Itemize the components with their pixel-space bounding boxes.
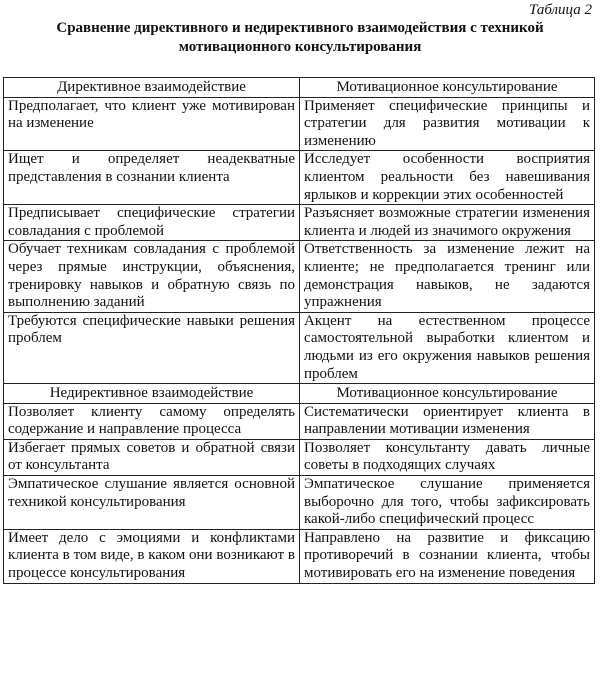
table-title-line: Сравнение директивного и недирективного взаимодействия с техникой (56, 20, 544, 36)
table-cell: Направлено на развитие и фиксацию противоречий в сознании клиента, чтобы мотивировать его на изменение поведения (300, 529, 595, 583)
table-cell: Разъясняет возможные стратегии изменения клиента и людей из значимого окружения (300, 205, 595, 241)
table-row (4, 476, 595, 530)
comparison-table (3, 77, 595, 584)
table-row (4, 403, 595, 439)
table-title (0, 19, 600, 57)
table-cell: Применяет специфические принципы и стратегии для развития мотивации к изменению (300, 97, 595, 151)
column-header-directive: Директивное взаимодействие (4, 78, 300, 98)
column-header-motivational: Мотивационное консультирование (300, 78, 595, 98)
table-row (4, 97, 595, 151)
section-header-row (4, 78, 595, 98)
section-header-row (4, 384, 595, 404)
table-cell: Предполагает, что клиент уже мотивирован на изменение (4, 97, 300, 151)
table-row (4, 312, 595, 383)
table-cell: Обучает техникам совладания с проблемой через прямые инструкции, объяснения, тренировку навыков и обратную связь по выполнению заданий (4, 241, 300, 312)
table-cell: Исследует особенности восприятия клиентом реальности без навешивания ярлыков и коррекции этих особенностей (300, 151, 595, 205)
table-caption: Таблица 2 (529, 2, 592, 18)
table-cell: Акцент на естественном процессе самостоятельной выработки клиентом и людьми из его окружения навыков решения проблем (300, 312, 595, 383)
table-cell: Систематически ориентирует клиента в направлении мотивации изменения (300, 403, 595, 439)
table-row (4, 529, 595, 583)
table-cell: Имеет дело с эмоциями и конфликтами клиента в том виде, в каком они возникают в процессе консультирования (4, 529, 300, 583)
table-cell: Ищет и определяет неадекватные представления в сознании клиента (4, 151, 300, 205)
table-cell: Требуются специфические навыки решения проблем (4, 312, 300, 383)
table-cell: Позволяет клиенту самому определять содержание и направление процесса (4, 403, 300, 439)
table-cell: Избегает прямых советов и обратной связи от консультанта (4, 439, 300, 475)
table-cell: Ответственность за изменение лежит на клиенте; не предполагается тренинг или демонстрация навыков, не задаются упражнения (300, 241, 595, 312)
table-cell: Позволяет консультанту давать личные советы в подходящих случаях (300, 439, 595, 475)
column-header-motivational: Мотивационное консультирование (300, 384, 595, 404)
column-header-nondirective: Недирективное взаимодействие (4, 384, 300, 404)
table-title-line: мотивационного консультирования (178, 39, 422, 55)
table-cell: Эмпатическое слушание применяется выборочно для того, чтобы зафиксировать какой-либо специфический процесс (300, 476, 595, 530)
table-row (4, 439, 595, 475)
table-row (4, 151, 595, 205)
table-cell: Предписывает специфические стратегии совладания с проблемой (4, 205, 300, 241)
table-cell: Эмпатическое слушание является основной техникой консультирования (4, 476, 300, 530)
table-row (4, 241, 595, 312)
table-row (4, 205, 595, 241)
